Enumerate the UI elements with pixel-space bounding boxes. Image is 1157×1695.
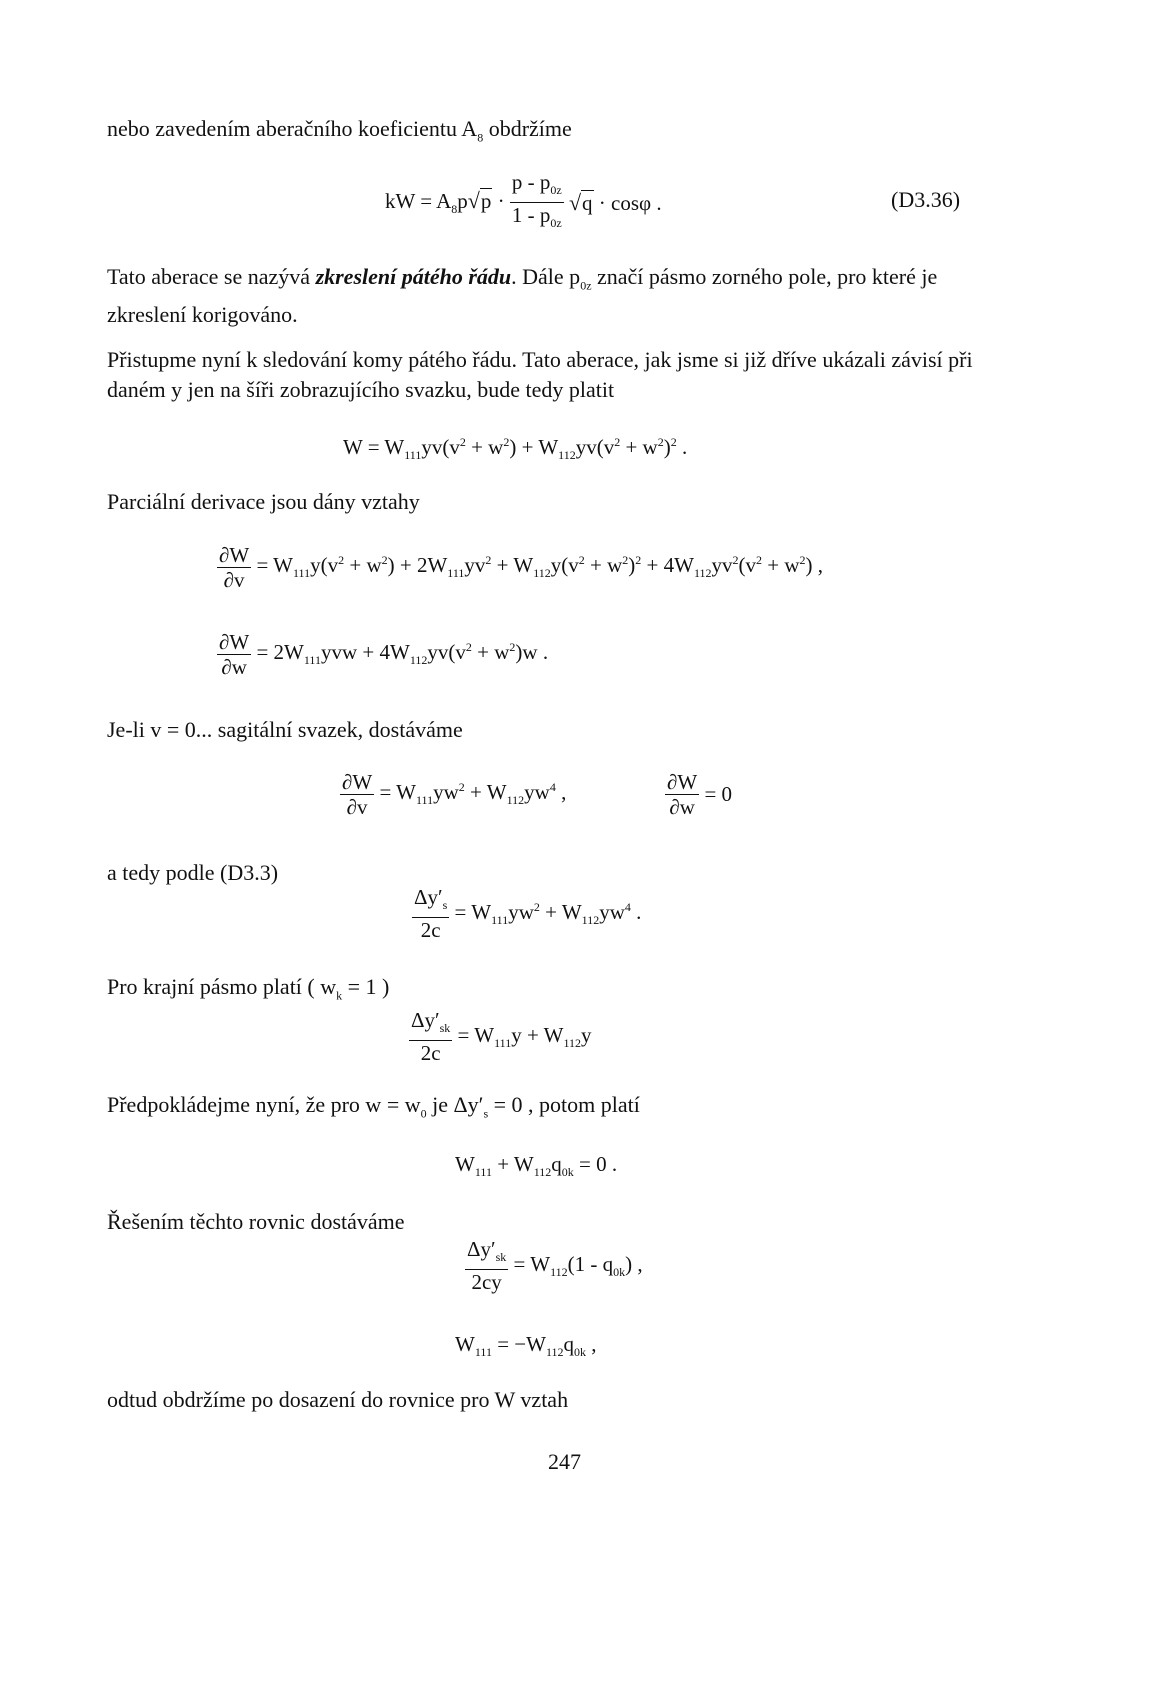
text-paragraph-7: Pro krajní pásmo platí ( $w_k = 1$ ) [107, 974, 390, 1003]
equation-d3-36: kW = $A_8p√p$ · $\frac{p - p_{0z}}{1 - p_{0z}}$ √q · cosφ . [385, 170, 662, 235]
equation-delta-ysk: $\frac{\Delta y'_{sk}}{2c}$ = $W_{111}y + W_{112}y$ [411, 1008, 592, 1066]
equation-w-coma: $W = W_{111}yv(v^2 + w^2) + W_{112}yv(v^2 + w^2)^2$ . [343, 435, 688, 463]
equation-number: (D3.36) [891, 187, 961, 212]
text-paragraph-6: a tedy podle (D3.3) [107, 860, 279, 885]
page-number: 247 [548, 1449, 581, 1474]
text-paragraph-10: odtud obdržíme po dosazení do rovnice pro W vztah [107, 1387, 569, 1412]
text-paragraph-1: nebo zavedením aberačního koeficientu $A_8$ obdržíme [107, 116, 572, 145]
equation-partial-dw: $\frac{\partial W}{\partial w}$ = $2W_{111}yvw + 4W_{112}yv(v^2 + w^2)w$ . [219, 630, 549, 679]
equation-sagittal-dw: $\frac{\partial W}{\partial w}$ = 0 [667, 770, 733, 819]
equation-partial-dv: $\frac{\partial W}{\partial v}$ = $W_{111}y(v^2 + w^2) + 2W_{111}yv^2 + W_{112}y(v^2 + w^2)^2 + 4W_{112}yv^2(v^2 + w^2)$ , [219, 543, 824, 592]
text-paragraph-8: Předpokládejme nyní, že pro $w = w_0$ je $\Delta y'_s = 0$ , potom platí [107, 1092, 640, 1121]
text-paragraph-4: Parciální derivace jsou dány vztahy [107, 489, 420, 514]
equation-solution-2: $W_{111} = -W_{112}q_{0k}$ , [455, 1332, 597, 1360]
text-paragraph-2: Tato aberace se nazývá zkreslení pátého řádu. Dále $p_{0z}$ značí pásmo zorného pole, pro které je zkreslení korigováno. [107, 264, 938, 328]
equation-sagittal-dv: $\frac{\partial W}{\partial v}$ = $W_{111}yw^2 + W_{112}yw^4$ , [342, 770, 567, 819]
text-paragraph-5: Je-li v = 0... sagitální svazek, dostáváme [107, 717, 463, 742]
text-paragraph-9: Řešením těchto rovnic dostáváme [107, 1209, 405, 1234]
equation-delta-ys: $\frac{\Delta y'_s}{2c}$ = $W_{111}yw^2 + W_{112}yw^4$ . [414, 885, 642, 943]
equation-condition: $W_{111} + W_{112}q_{0k} = 0$ . [455, 1152, 618, 1180]
equation-solution-1: $\frac{\Delta y'_{sk}}{2cy}$ = $W_{112}(1 - q_{0k})$ , [467, 1237, 643, 1295]
text-paragraph-3: Přistupme nyní k sledování komy pátého řádu. Tato aberace, jak jsme si již dříve ukázali závisí při daném y jen na šíři zobrazujícího svazku, bude tedy platit [107, 347, 973, 402]
